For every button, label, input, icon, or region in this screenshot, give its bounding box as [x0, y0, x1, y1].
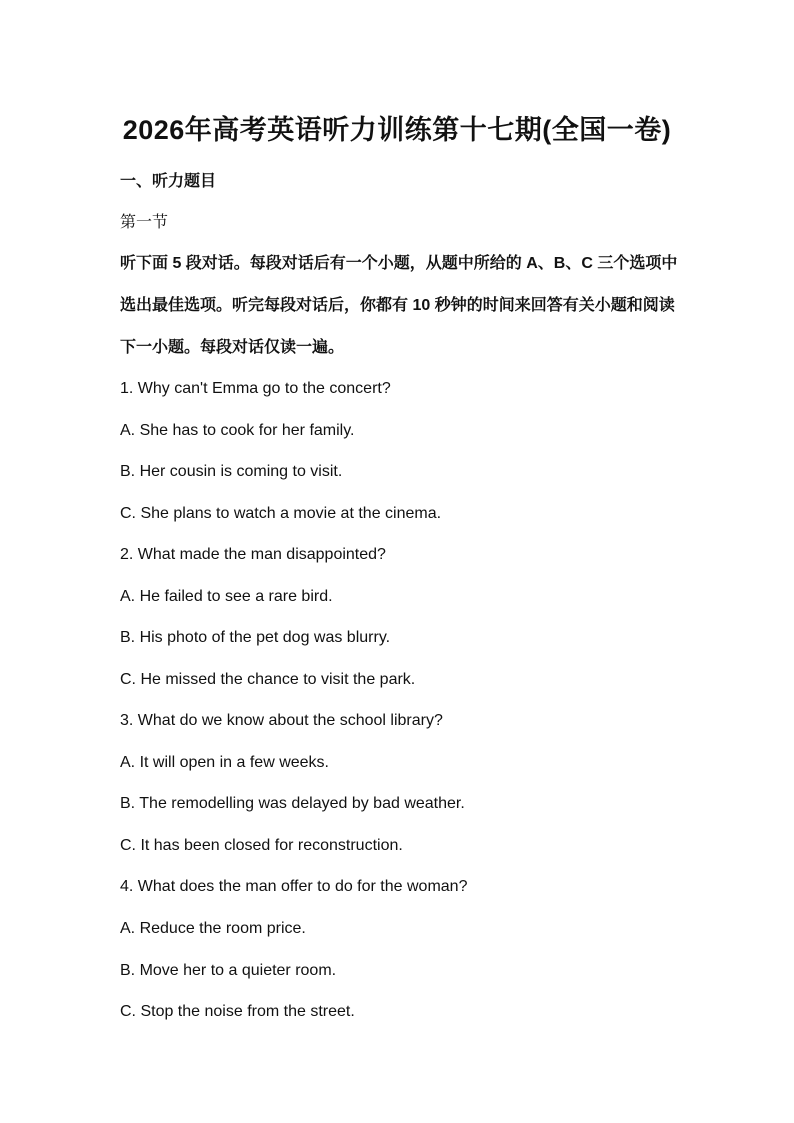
question-4-stem: 4. What does the man offer to do for the woman? [120, 878, 468, 895]
question-3-option-a: A. It will open in a few weeks. [120, 754, 329, 771]
question-1-option-b: B. Her cousin is coming to visit. [120, 463, 343, 480]
question-1-option-a: A. She has to cook for her family. [120, 422, 355, 439]
question-3-option-b: B. The remodelling was delayed by bad weather. [120, 795, 465, 812]
question-2-option-a: A. He failed to see a rare bird. [120, 588, 333, 605]
question-3-option-c: C. It has been closed for reconstruction. [120, 837, 403, 854]
instruction-line-2: 选出最佳选项。听完每段对话后，你都有 10 秒钟的时间来回答有关小题和阅读 [120, 297, 675, 314]
instruction-line-3: 下一小题。每段对话仅读一遍。 [120, 339, 345, 356]
question-2-option-b: B. His photo of the pet dog was blurry. [120, 629, 391, 646]
question-4-option-b: B. Move her to a quieter room. [120, 962, 337, 979]
page-title: 2026年高考英语听力训练第十七期(全国一卷) [122, 115, 672, 145]
question-3-stem: 3. What do we know about the school library? [120, 712, 443, 729]
question-4-option-c: C. Stop the noise from the street. [120, 1003, 355, 1020]
question-2-stem: 2. What made the man disappointed? [120, 546, 386, 563]
instruction-line-1: 听下面 5 段对话。每段对话后有一个小题，从题中所给的 A、B、C 三个选项中 [120, 255, 678, 272]
question-4-option-a: A. Reduce the room price. [120, 920, 306, 937]
question-1-option-c: C. She plans to watch a movie at the cinema. [120, 505, 442, 522]
question-1-stem: 1. Why can't Emma go to the concert? [120, 380, 391, 397]
question-2-option-c: C. He missed the chance to visit the park. [120, 671, 416, 688]
section-heading: 一、听力题目 [120, 173, 217, 190]
part-label: 第一节 [120, 214, 169, 231]
